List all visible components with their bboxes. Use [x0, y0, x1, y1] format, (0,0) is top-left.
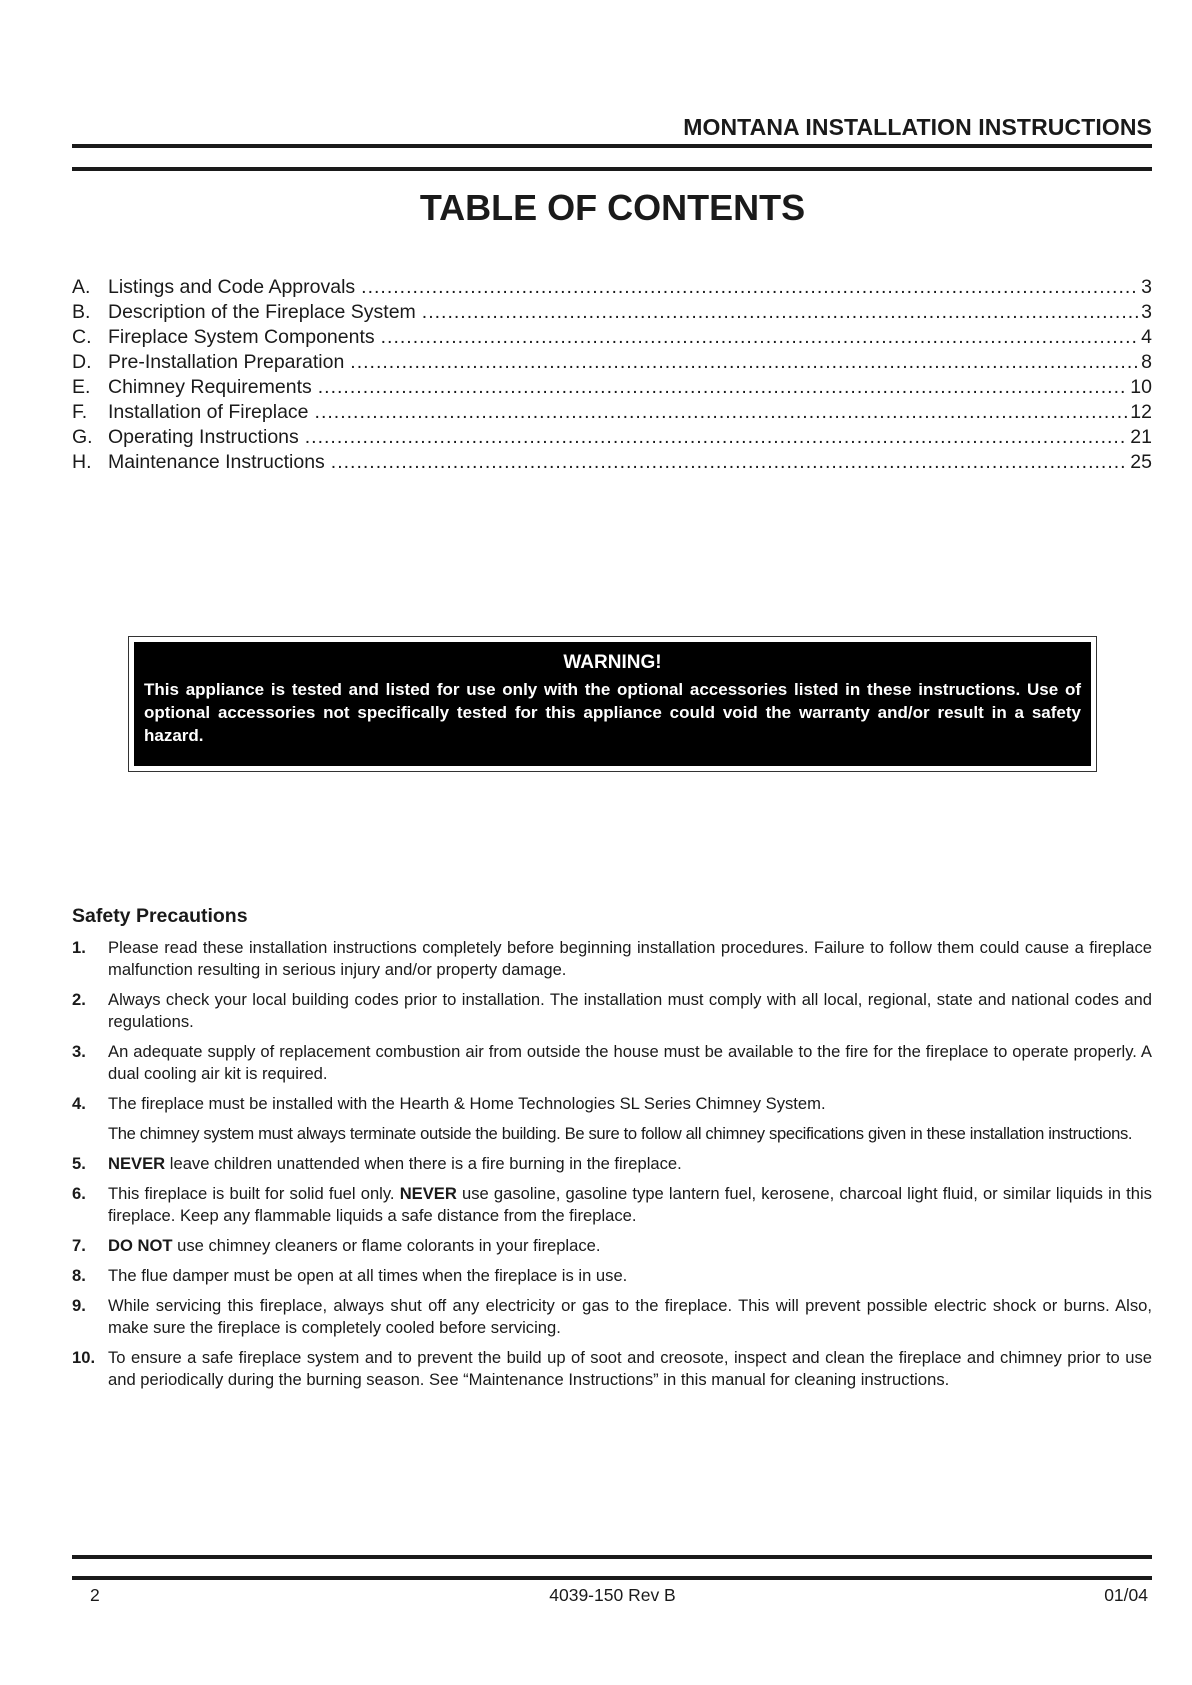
footer-doc-number: 4039-150 Rev B — [549, 1585, 676, 1605]
safety-item-text: The flue damper must be open at all times when the fireplace is in use. — [108, 1266, 628, 1285]
toc-label: Chimney Requirements — [108, 376, 312, 398]
safety-item-text: Please read these installation instructions completely before beginning installation procedures. Failure to follow them could cause a fireplace malfunction resulting in serious injury and/or property damage. — [108, 938, 1152, 979]
safety-item-text: leave children unattended when there is a fire burning in the fireplace. — [165, 1154, 682, 1173]
toc-entry — [72, 376, 1152, 401]
toc-letter: F. — [72, 401, 88, 423]
safety-item — [72, 1265, 1152, 1287]
toc-page-number: 21 — [1130, 426, 1152, 448]
toc-leader-dots — [318, 376, 1128, 399]
safety-item — [72, 1041, 1152, 1085]
safety-item — [72, 1347, 1152, 1391]
toc-entry — [72, 451, 1152, 476]
toc-label: Operating Instructions — [108, 426, 299, 448]
toc-label: Listings and Code Approvals — [108, 276, 356, 298]
toc-entry — [72, 401, 1152, 426]
toc-label: Maintenance Instructions — [108, 451, 325, 473]
safety-item — [72, 989, 1152, 1033]
safety-item-number: 7. — [72, 1236, 86, 1255]
toc-label: Pre-Installation Preparation — [108, 351, 345, 373]
safety-item-emphasis: NEVER — [108, 1154, 166, 1173]
safety-item — [72, 1235, 1152, 1257]
toc-letter: E. — [72, 376, 91, 398]
safety-item — [72, 1153, 1152, 1175]
toc-leader-dots — [350, 351, 1138, 374]
safety-item-text: Always check your local building codes prior to installation. The installation must comply with all local, regional, state and national codes and regulations. — [108, 990, 1152, 1031]
safety-item-emphasis: DO NOT — [108, 1236, 173, 1255]
safety-item — [72, 1093, 1152, 1115]
toc-letter: C. — [72, 326, 92, 348]
toc-leader-dots — [422, 301, 1138, 324]
safety-item-number: 8. — [72, 1266, 86, 1285]
header-rule-top — [72, 144, 1152, 148]
safety-item-text: To ensure a safe fireplace system and to prevent the build up of soot and creosote, inspect and clean the fireplace and chimney prior to use and periodically during the burning season. See “Maintenance Instructions” in this manual for cleaning instructions. — [108, 1348, 1152, 1389]
toc-page-number: 8 — [1141, 351, 1152, 373]
toc-leader-dots — [315, 401, 1128, 424]
warning-box — [134, 642, 1091, 766]
safety-heading: Safety Precautions — [72, 905, 248, 927]
toc-letter: A. — [72, 276, 91, 298]
page-heading: TABLE OF CONTENTS — [419, 187, 806, 228]
safety-item-number: 1. — [72, 938, 86, 957]
safety-item-number: 3. — [72, 1042, 86, 1061]
toc-label: Description of the Fireplace System — [108, 301, 416, 323]
safety-item-number: 5. — [72, 1154, 86, 1173]
toc-leader-dots — [381, 326, 1139, 349]
toc-page-number: 10 — [1130, 376, 1152, 398]
toc-page-number: 3 — [1141, 301, 1152, 323]
safety-item-number: 9. — [72, 1296, 86, 1315]
safety-list — [72, 937, 1152, 1399]
warning-title: WARNING! — [563, 652, 662, 673]
safety-item-text: use chimney cleaners or flame colorants in your fireplace. — [172, 1236, 601, 1255]
toc-entry — [72, 276, 1152, 301]
safety-item-text: This fireplace is built for solid fuel only. — [108, 1184, 400, 1203]
warning-text: This appliance is tested and listed for use only with the optional accessories listed in these instructions. Use of optional accessories not specifically tested for this appliance could void the warranty and/or result in a safety hazard. — [144, 680, 1081, 745]
warning-frame — [128, 636, 1097, 772]
toc-page-number: 12 — [1130, 401, 1152, 423]
safety-item — [72, 937, 1152, 981]
safety-item-number: 4. — [72, 1094, 86, 1113]
footer-rule-top — [72, 1555, 1152, 1559]
safety-item-text: While servicing this fireplace, always shut off any electricity or gas to the fireplace. This will prevent possible electric shock or burns. Also, make sure the fireplace is completely cooled before servicing. — [108, 1296, 1152, 1337]
toc-page-number: 3 — [1141, 276, 1152, 298]
safety-item-number: 2. — [72, 990, 86, 1009]
safety-item — [72, 1183, 1152, 1227]
toc-letter: G. — [72, 426, 93, 448]
safety-item-text: use gasoline, gasoline type lantern fuel, kerosene, charcoal light fluid, or similar liquids in this fireplace. Keep any flammable liquids a safe distance from the fireplace. — [108, 1184, 1152, 1225]
safety-item-text: The fireplace must be installed with the Hearth & Home Technologies SL Series Chimney System. — [108, 1094, 826, 1113]
header-rule-bottom — [72, 167, 1152, 171]
toc-entry — [72, 326, 1152, 351]
toc-leader-dots — [331, 451, 1128, 474]
toc-label: Fireplace System Components — [108, 326, 375, 348]
safety-item-text: An adequate supply of replacement combustion air from outside the house must be available to the fire for the fireplace to operate properly. A dual cooling air kit is required. — [108, 1042, 1152, 1083]
safety-item — [72, 1295, 1152, 1339]
toc-leader-dots — [305, 426, 1128, 449]
footer-rule-bottom — [72, 1576, 1152, 1580]
toc-entry — [72, 301, 1152, 326]
footer-date: 01/04 — [1104, 1585, 1148, 1605]
toc-letter: B. — [72, 301, 91, 323]
footer-page-number: 2 — [90, 1585, 100, 1605]
toc-letter: H. — [72, 451, 92, 473]
safety-item-emphasis: NEVER — [399, 1184, 457, 1203]
header-title: MONTANA INSTALLATION INSTRUCTIONS — [683, 114, 1152, 140]
toc-page-number: 4 — [1141, 326, 1152, 348]
table-of-contents — [72, 276, 1152, 476]
toc-entry — [72, 426, 1152, 451]
toc-label: Installation of Fireplace — [108, 401, 309, 423]
toc-page-number: 25 — [1130, 451, 1152, 473]
safety-item-number: 6. — [72, 1184, 86, 1203]
toc-leader-dots — [361, 276, 1138, 299]
safety-note: The chimney system must always terminate outside the building. Be sure to follow all chimney specifications given in these installation instructions. — [108, 1124, 1133, 1143]
safety-item-number: 10. — [72, 1348, 96, 1367]
toc-entry — [72, 351, 1152, 376]
toc-letter: D. — [72, 351, 92, 373]
